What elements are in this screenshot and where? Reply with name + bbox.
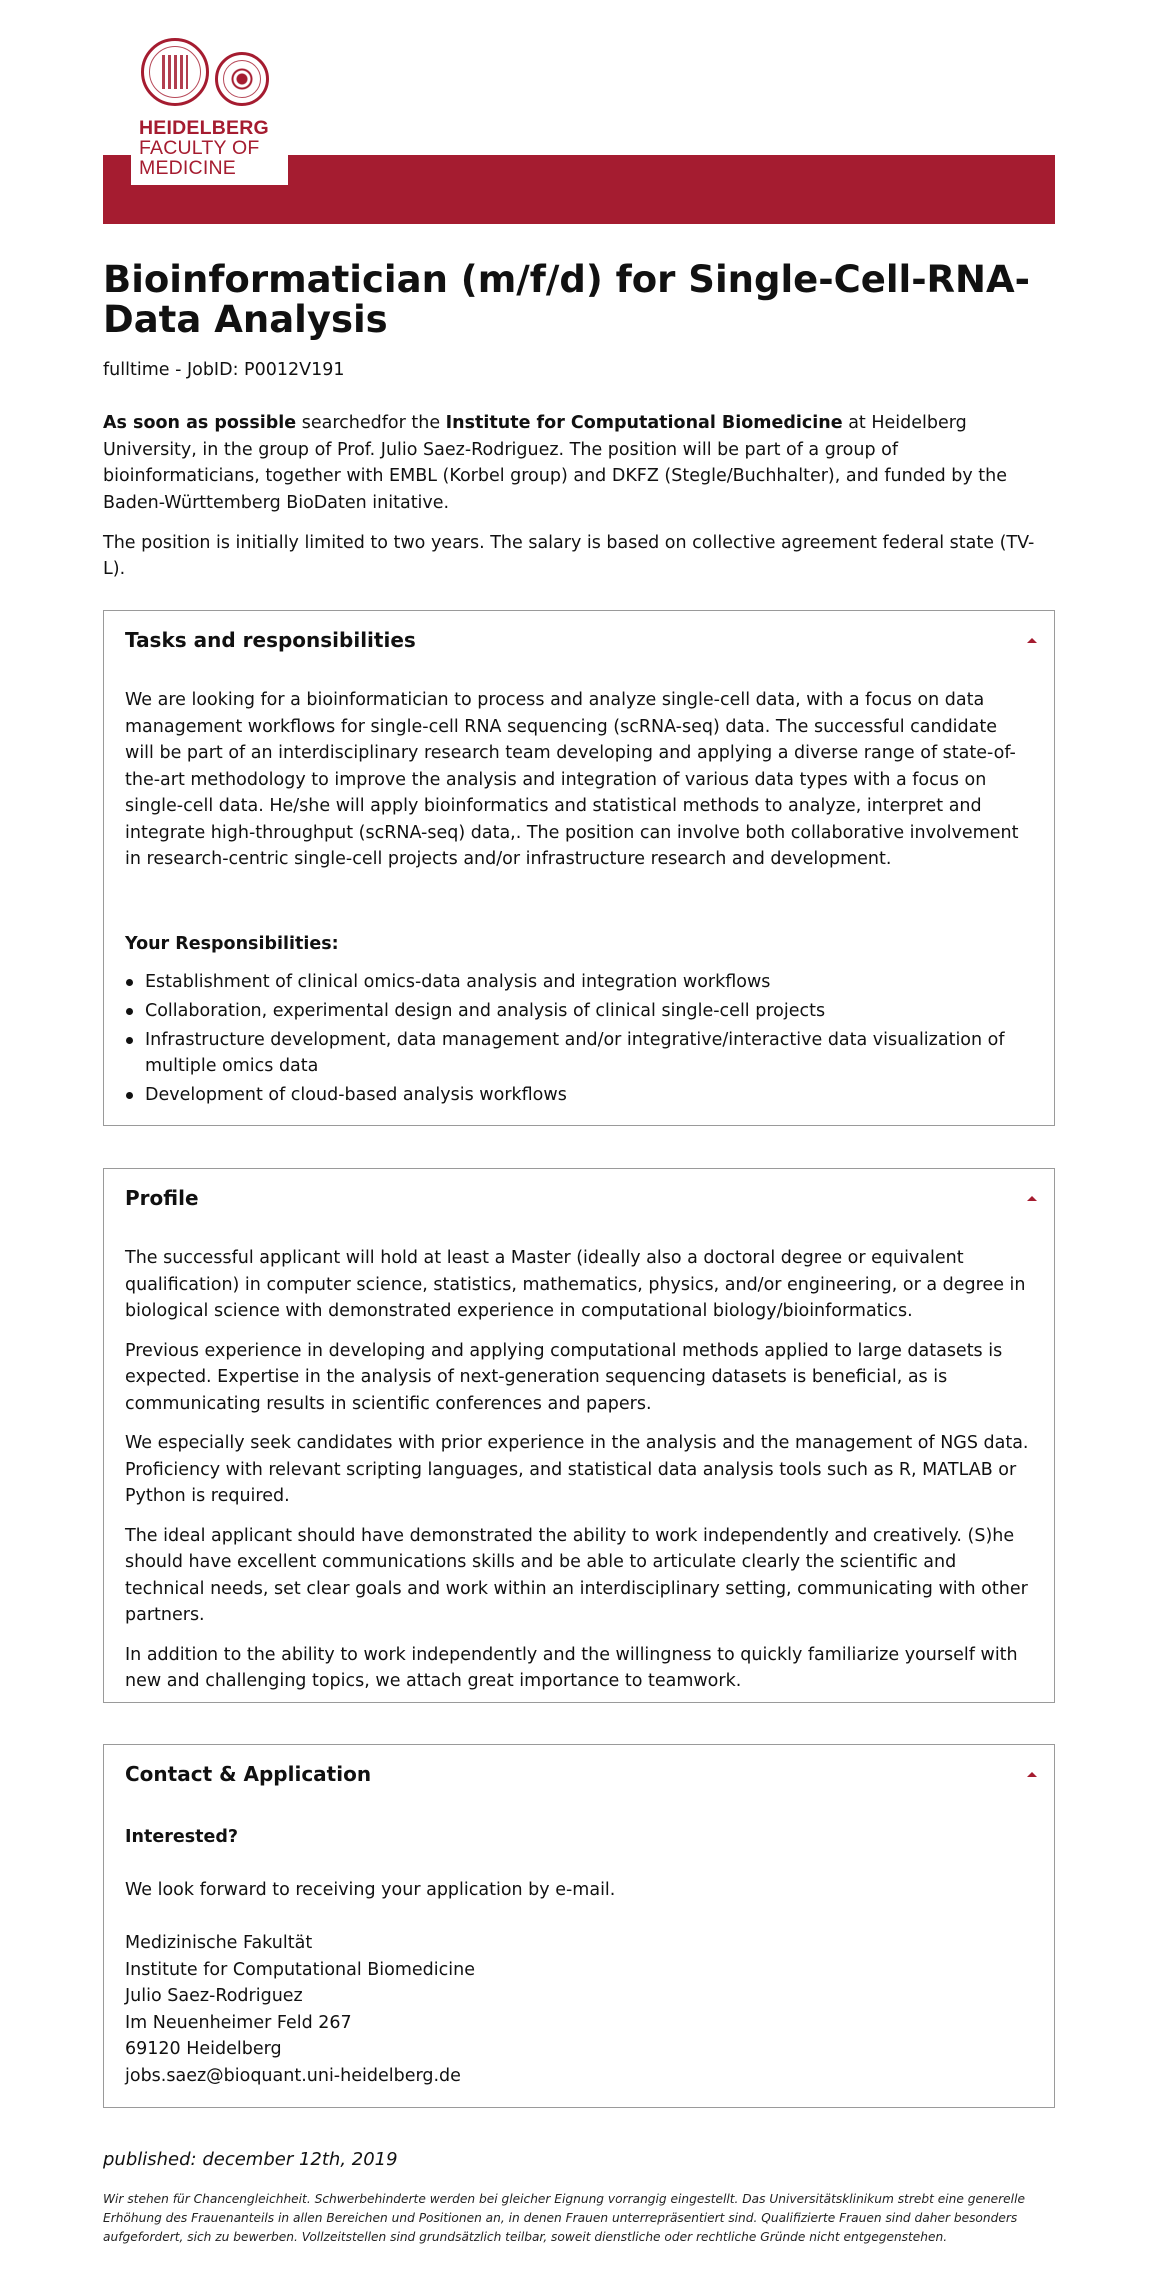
profile-panel bbox=[103, 1168, 1055, 1703]
tasks-description: We are looking for a bioinformatician to process and analyze single-cell data, with a focus on data management workflows for single-cell RNA sequencing (scRNA-seq) data. The successful candidate will be part of an interdisciplinary research team developing and applying a diverse range of state-of-the-art methodology to improve the analysis and integration of various data types with a focus on single-cell data. He/she will apply bioinformatics and statistical methods to analyze, interpret and integrate high-throughput (scRNA-seq) data,. The position can involve both collaborative involvement in research-centric single-cell projects and/or infrastructure research and development. bbox=[125, 690, 1019, 869]
job-title: Bioinformatician (m/f/d) for Single-Cell-RNA-Data Analysis bbox=[103, 258, 1031, 341]
contact-intro: We look forward to receiving your application by e-mail. bbox=[125, 1879, 616, 1900]
university-seal-icon bbox=[141, 38, 209, 106]
profile-paragraph: The successful applicant will hold at least a Master (ideally also a doctoral degree or equivalent qualification) in computer science, statistics, mathematics, physics, and/or engineering, or a degree in biological science with demonstrated experience in computational biology/bioinformatics. bbox=[125, 1248, 1026, 1321]
equal-opportunity-disclaimer: Wir stehen für Chancengleichheit. Schwerbehinderte werden bei gleicher Eignung vorrangig eingestellt. Das Universitätsklinikum strebt eine generelle Erhöhung des Frauenanteils in allen Bereichen und Positionen an, in denen Frauen unterrepräsentiert sind. Qualifizierte Frauen sind daher besonders aufgefordert, sich zu bewerben. Vollzeitstellen sind grundsätzlich teilbar, soweit dienstliche oder rechtliche Gründe nicht entgegenstehen. bbox=[103, 2192, 1025, 2244]
contact-line: 69120 Heidelberg bbox=[125, 2039, 282, 2059]
responsibilities-list bbox=[125, 969, 1030, 1108]
collapse-caret-icon[interactable] bbox=[1027, 1196, 1037, 1201]
profile-paragraph: The ideal applicant should have demonstrated the ability to work independently and creatively. (S)he should have excellent communications skills and be able to articulate clearly the scientific and technical needs, set clear goals and work within an interdisciplinary setting, communicating with other partners. bbox=[125, 1525, 1028, 1625]
tasks-panel-title[interactable]: Tasks and responsibilities bbox=[125, 628, 416, 652]
interested-heading: Interested? bbox=[125, 1827, 239, 1847]
responsibilities-heading: Your Responsibilities: bbox=[125, 933, 339, 954]
contact-line: Julio Saez-Rodriguez bbox=[125, 1986, 303, 2006]
collapse-caret-icon[interactable] bbox=[1027, 1772, 1037, 1777]
faculty-seal-icon bbox=[215, 52, 269, 106]
intro-bold-institute: Institute for Computational Biomedicine bbox=[445, 413, 843, 433]
collapse-caret-icon[interactable] bbox=[1027, 638, 1037, 643]
list-item: Infrastructure development, data management and/or integrative/interactive data visualization of multiple omics data bbox=[125, 1027, 1030, 1079]
tasks-panel-body bbox=[125, 687, 1030, 1111]
list-item: Development of cloud-based analysis workflows bbox=[125, 1082, 1030, 1108]
logo-line-2: FACULTY OF bbox=[139, 137, 260, 159]
contact-line: Im Neuenheimer Feld 267 bbox=[125, 2012, 352, 2033]
faculty-logo[interactable] bbox=[131, 30, 288, 185]
logo-line-3: MEDICINE bbox=[139, 157, 236, 179]
list-item: Collaboration, experimental design and analysis of clinical single-cell projects bbox=[125, 998, 1030, 1024]
tasks-panel bbox=[103, 610, 1055, 1126]
job-posting-page bbox=[103, 0, 1055, 2244]
profile-paragraph: Previous experience in developing and applying computational methods applied to large datasets is expected. Expertise in the analysis of next-generation sequencing datasets is beneficial, as is communicating results in scientific conferences and papers. bbox=[125, 1340, 1003, 1414]
contact-panel-title[interactable]: Contact & Application bbox=[125, 1762, 372, 1786]
intro-text-2: at Heidelberg University, in the group of Prof. Julio Saez-Rodriguez. The position will be part of a group of bioinformaticians, together with EMBL (Korbel group) and DKFZ (Stegle/Buchhalter), and funded by the Baden-Württemberg BioDaten initative. bbox=[103, 413, 1007, 513]
logo-wordmark bbox=[139, 118, 269, 178]
contact-line: Medizinische Fakultät bbox=[125, 1933, 313, 1953]
page-header bbox=[103, 0, 1055, 224]
profile-paragraph: We especially seek candidates with prior experience in the analysis and the management of NGS data. Proficiency with relevant scripting languages, and statistical data analysis tools such as R, MATLAB or Python is required. bbox=[125, 1433, 1029, 1506]
contact-email-link[interactable]: jobs.saez@bioquant.uni-heidelberg.de bbox=[125, 2065, 461, 2086]
contract-paragraph: The position is initially limited to two years. The salary is based on collective agreement federal state (TV-L). bbox=[103, 533, 1035, 579]
list-item: Establishment of clinical omics-data analysis and integration workflows bbox=[125, 969, 1030, 995]
contact-address bbox=[125, 1930, 1030, 2089]
intro-bold-start: As soon as possible bbox=[103, 413, 297, 433]
profile-paragraph: In addition to the ability to work independently and the willingness to quickly familiarize yourself with new and challenging topics, we attach great importance to teamwork. bbox=[125, 1644, 1018, 1691]
job-meta: fulltime - JobID: P0012V191 bbox=[103, 360, 345, 380]
profile-panel-body bbox=[125, 1245, 1030, 1708]
contact-panel bbox=[103, 1744, 1055, 2108]
intro-paragraph bbox=[103, 410, 1055, 516]
intro-text-1: searchedfor the bbox=[296, 413, 446, 433]
contact-line: Institute for Computational Biomedicine bbox=[125, 1959, 475, 1980]
profile-panel-title[interactable]: Profile bbox=[125, 1186, 199, 1210]
contact-panel-body bbox=[125, 1824, 1030, 2089]
published-date: published: december 12th, 2019 bbox=[103, 2149, 398, 2170]
logo-line-1: HEIDELBERG bbox=[139, 117, 269, 139]
